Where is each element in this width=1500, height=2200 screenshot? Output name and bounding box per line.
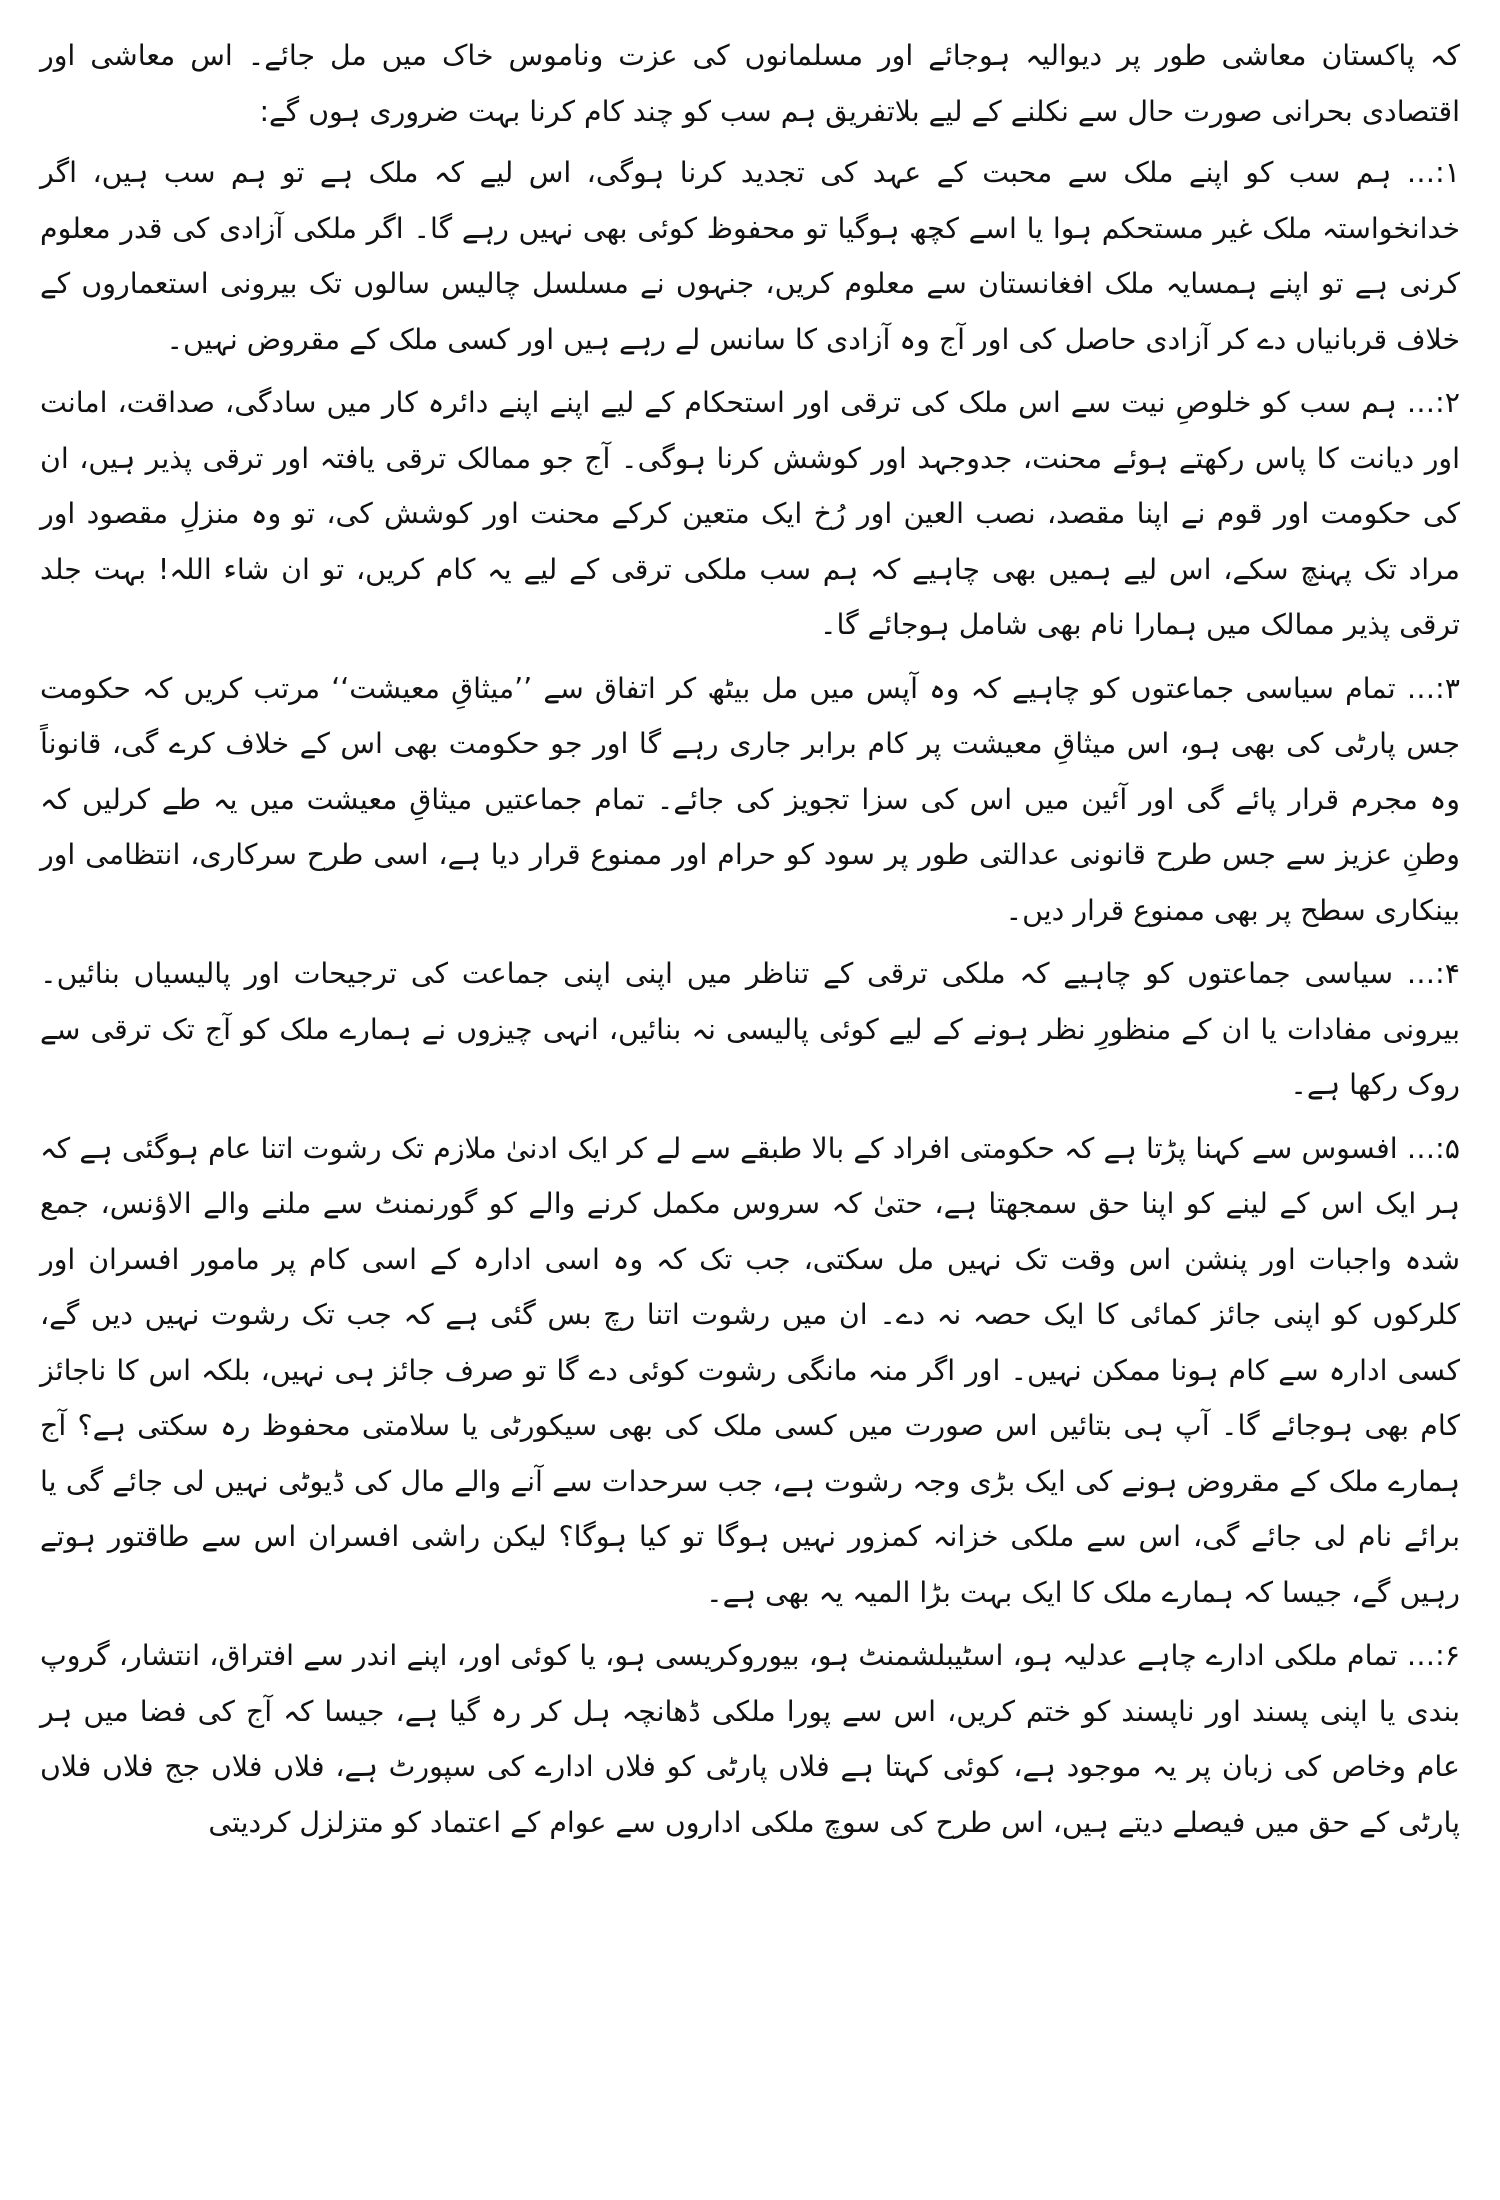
point-4-paragraph: ۴:… سیاسی جماعتوں کو چاہیے کہ ملکی ترقی کے تناظر میں اپنی اپنی جماعت کی ترجیحات اور پالیسیاں بنائیں۔ بیرونی مفادات یا ان کے منظورِ نظر ہونے کے لیے کوئی پالیسی نہ بنائیں، انہی چیزوں نے ہمارے ملک کو آج تک ترقی سے روک رکھا ہے۔ bbox=[40, 957, 1460, 1101]
point-2-paragraph: ۲:… ہم سب کو خلوصِ نیت سے اس ملک کی ترقی اور استحکام کے لیے اپنے اپنے دائرہ کار میں سادگی، صداقت، امانت اور دیانت کا پاس رکھتے ہوئے محنت، جدوجہد اور کوشش کرنا ہوگی۔ آج جو ممالک ترقی یافتہ اور ترقی پذیر ہیں، ان کی حکومت اور قوم نے اپنا مقصد، نصب العین اور رُخ ایک متعین کرکے محنت اور کوشش کی، تو وہ منزلِ مقصود اور مراد تک پہنچ سکے، اس لیے ہمیں بھی چاہیے کہ ہم سب ملکی ترقی کے لیے یہ کام کریں، تو ان شاء اللہ! بہت جلد ترقی پذیر ممالک میں ہمارا نام بھی شامل ہوجائے گا۔ bbox=[40, 386, 1460, 641]
point-6-paragraph: ۶:… تمام ملکی ادارے چاہے عدلیہ ہو، اسٹیبلشمنٹ ہو، بیوروکریسی ہو، یا کوئی اور، اپنے اندر سے افتراق، انتشار، گروپ بندی یا اپنی پسند اور ناپسند کو ختم کریں، اس سے پورا ملکی ڈھانچہ ہل کر رہ گیا ہے، جیسا کہ آج کی فضا میں ہر عام وخاص کی زبان پر یہ موجود ہے، کوئی کہتا ہے فلاں پارٹی کو فلاں ادارے کی سپورٹ ہے، فلاں فلاں جج فلاں فلاں پارٹی کے حق میں فیصلے دیتے ہیں، اس طرح کی سوچ ملکی اداروں سے عوام کے اعتماد کو متزلزل کردیتی bbox=[40, 1639, 1460, 1839]
point-1-paragraph: ۱:… ہم سب کو اپنے ملک سے محبت کے عہد کی تجدید کرنا ہوگی، اس لیے کہ ملک ہے تو ہم سب ہیں، اگر خدانخواستہ ملک غیر مستحکم ہوا یا اسے کچھ ہوگیا تو محفوظ کوئی بھی نہیں رہے گا۔ اگر ملکی آزادی کی قدر معلوم کرنی ہے تو اپنے ہمسایہ ملک افغانستان سے معلوم کریں، جنہوں نے مسلسل چالیس سالوں تک بیرونی استعماروں کے خلاف قربانیاں دے کر آزادی حاصل کی اور آج وہ آزادی کا سانس لے رہے ہیں اور کسی ملک کے مقروض نہیں۔ bbox=[40, 156, 1460, 356]
intro-paragraph: کہ پاکستان معاشی طور پر دیوالیہ ہوجائے اور مسلمانوں کی عزت وناموس خاک میں مل جائے۔ اس معاشی اور اقتصادی بحرانی صورت حال سے نکلنے کے لیے بلاتفریق ہم سب کو چند کام کرنا بہت ضروری ہوں گے: bbox=[40, 39, 1460, 128]
document-page bbox=[40, 28, 1460, 1858]
point-5-paragraph: ۵:… افسوس سے کہنا پڑتا ہے کہ حکومتی افراد کے بالا طبقے سے لے کر ایک ادنیٰ ملازم تک رشوت اتنا عام ہوگئی ہے کہ ہر ایک اس کے لینے کو اپنا حق سمجھتا ہے، حتیٰ کہ سروس مکمل کرنے والے کو گورنمنٹ سے ملنے والے الاؤنس، جمع شدہ واجبات اور پنشن اس وقت تک نہیں مل سکتی، جب تک کہ وہ اسی ادارہ کے اسی کام پر مامور افسران اور کلرکوں کو اپنی جائز کمائی کا ایک حصہ نہ دے۔ ان میں رشوت اتنا رچ بس گئی ہے کہ جب تک رشوت نہیں دیں گے، کسی ادارہ سے کام ہونا ممکن نہیں۔ اور اگر منہ مانگی رشوت کوئی دے گا تو صرف جائز ہی نہیں، بلکہ اس کا ناجائز کام بھی ہوجائے گا۔ آپ ہی بتائیں اس صورت میں کسی ملک کی بھی سیکورٹی یا سلامتی محفوظ رہ سکتی ہے؟ آج ہمارے ملک کے مقروض ہونے کی ایک بڑی وجہ رشوت ہے، جب سرحدات سے آنے والے مال کی ڈیوٹی نہیں لی جائے گی یا برائے نام لی جائے گی، اس سے ملکی خزانہ کمزور نہیں ہوگا تو کیا ہوگا؟ لیکن راشی افسران اس سے طاقتور ہوتے رہیں گے، جیسا کہ ہمارے ملک کا ایک بہت بڑا المیہ یہ بھی ہے۔ bbox=[40, 1131, 1460, 1609]
point-3-paragraph: ۳:… تمام سیاسی جماعتوں کو چاہیے کہ وہ آپس میں مل بیٹھ کر اتفاق سے ’’میثاقِ معیشت‘‘ مرتب کریں کہ حکومت جس پارٹی کی بھی ہو، اس میثاقِ معیشت پر کام برابر جاری رہے گا اور جو حکومت بھی اس کے خلاف کرے گی، قانوناً وہ مجرم قرار پائے گی اور آئین میں اس کی سزا تجویز کی جائے۔ تمام جماعتیں میثاقِ معیشت میں یہ طے کرلیں کہ وطنِ عزیز سے جس طرح قانونی عدالتی طور پر سود کو حرام اور ممنوع قرار دیا ہے، اسی طرح سرکاری، انتظامی اور بینکاری سطح پر بھی ممنوع قرار دیں۔ bbox=[40, 671, 1460, 927]
